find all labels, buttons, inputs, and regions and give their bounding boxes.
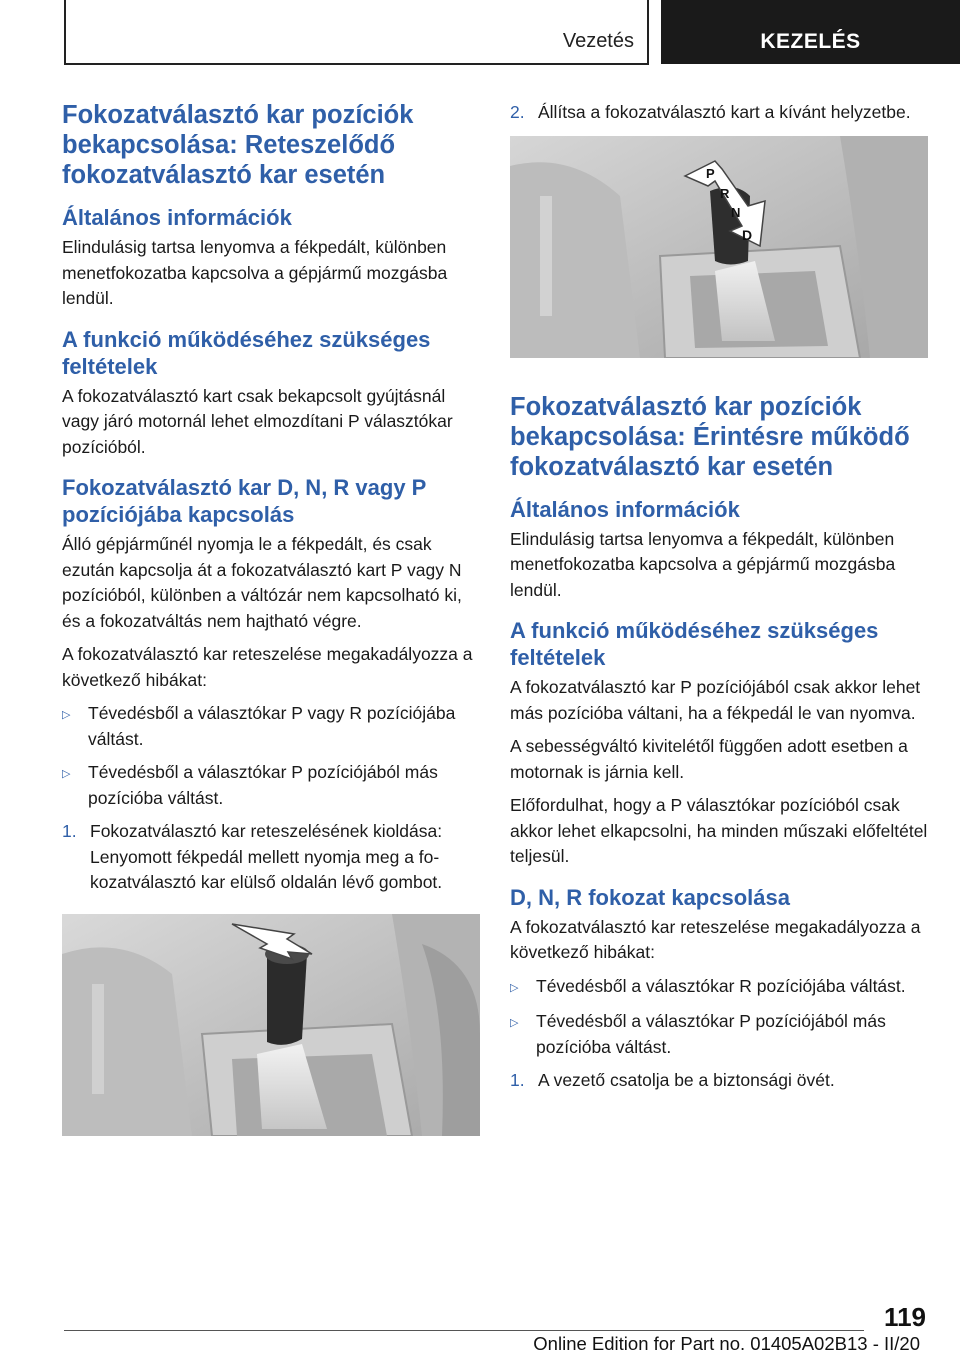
gear-label-p: P: [706, 165, 715, 181]
list-item: [510, 974, 928, 1002]
step-text: Fokozatválasztó kar reteszelésének kioldása: Lenyomott fékpedál mellett nyomja meg a fokozatválasztó kar elülső oldalán lévő gombot.: [90, 821, 443, 892]
right-column: [510, 100, 928, 1102]
step-number: 2.: [510, 102, 525, 122]
page-number: 119: [884, 1302, 926, 1332]
heading-general-info: Általános információk: [62, 205, 292, 230]
list-item-text: Tévedésből a választókar P vagy R pozíciójába váltást.: [88, 703, 456, 749]
step-text: Állítsa a fokozatválasztó kart a kívánt helyzetbe.: [538, 102, 911, 122]
step-item: [62, 819, 480, 896]
heading-requirements: A funkció működéséhez szükséges feltételek: [62, 326, 431, 379]
list-item: [62, 701, 480, 752]
header-section-title: Vezetés: [562, 30, 634, 52]
requirements-text-2: A sebességváltó kivitelétől függően adott esetben a motornak is járnia kell.: [510, 736, 908, 782]
list-item: [62, 760, 480, 811]
step-item: [510, 1068, 928, 1094]
gear-positions-photo: [510, 136, 928, 358]
dnr-text: A fokozatválasztó kar reteszelése megakadályozza a következő hibákat:: [510, 916, 921, 962]
list-item: [510, 1009, 928, 1060]
gear-lever-photo: [62, 914, 480, 1136]
left-column: [62, 100, 480, 1136]
triangle-bullet-icon: ▷: [62, 768, 71, 780]
heading-requirements: A funkció működéséhez szükséges feltételek: [510, 618, 879, 670]
requirements-text-3: Előfordulhat, hogy a P választókar pozícióból csak akkor lehet elkapcsolni, ha minden műszaki előfeltétel teljesül.: [510, 795, 928, 866]
footer-edition: Online Edition for Part no. 01405A02B13 - II/20: [533, 1333, 920, 1354]
section-title-touch-lever: Fokozatválasztó kar pozíciók bekapcsolása: Érintésre működő fokozatválasztó kar esetén: [510, 392, 910, 481]
gear-label-r: R: [720, 185, 730, 201]
gear-lever-illustration: [62, 914, 480, 1136]
triangle-bullet-icon: ▷: [510, 1017, 519, 1029]
requirements-text: A fokozatválasztó kart csak bekapcsolt gyújtásnál vagy járó motornál lehet elmozdítani P választókar pozícióból.: [62, 385, 453, 457]
header-rule-bottom: [64, 63, 649, 65]
general-info-text: Elindulásig tartsa lenyomva a fékpedált, különben menetfokozatba kapcsolva a gépjármű mozgásba lendül.: [62, 237, 448, 308]
shift-text: Álló gépjárműnél nyomja le a fékpedált, és csak ezután kapcsolja át a fokozatválasztó kart P vagy N pozícióból, különben a váltózár nem kapcsolható ki, és a fokozatváltás nem hajtható végre.: [62, 534, 462, 631]
step-number: 1.: [510, 1070, 525, 1090]
heading-shift-positions: Fokozatválasztó kar D, N, R vagy P pozíciójába kapcsolás: [62, 475, 426, 527]
step-item: [510, 100, 928, 126]
gear-label-d: D: [742, 226, 753, 243]
triangle-bullet-icon: ▷: [62, 709, 71, 721]
gear-positions-illustration: [510, 136, 928, 358]
triangle-bullet-icon: ▷: [510, 981, 519, 994]
gear-label-n: N: [731, 204, 741, 220]
heading-general-info: Általános információk: [510, 496, 740, 522]
lock-text: A fokozatválasztó kar reteszelése megakadályozza a következő hibákat:: [62, 644, 473, 690]
footer-rule: [64, 1330, 864, 1331]
header-rule-right: [647, 0, 649, 64]
list-item-text: Tévedésből a választókar P pozíciójából más pozícióba váltást.: [536, 1011, 886, 1057]
general-info-text: Elindulásig tartsa lenyomva a fékpedált, különben menetfokozatba kapcsolva a gépjármű mozgásba lendül.: [510, 528, 896, 600]
requirements-text-1: A fokozatválasztó kar P pozíciójából csak akkor lehet más pozícióba váltani, ha a fékpedál le van nyomva.: [510, 677, 921, 723]
heading-dnr-shift: D, N, R fokozat kapcsolása: [510, 884, 790, 910]
header-chapter-tab: KEZELÉS: [661, 0, 960, 64]
list-item-text: Tévedésből a választókar R pozíciójába váltást.: [536, 975, 906, 996]
step-text: A vezető csatolja be a biztonsági övét.: [538, 1070, 835, 1090]
step-number: 1.: [62, 821, 77, 841]
list-item-text: Tévedésből a választókar P pozíciójából más pozícióba váltást.: [88, 762, 438, 808]
header-rule-left: [64, 0, 66, 64]
section-title-locking-lever: Fokozatválasztó kar pozíciók bekapcsolása: Reteszelődő fokozatválasztó kar esetén: [62, 101, 414, 189]
